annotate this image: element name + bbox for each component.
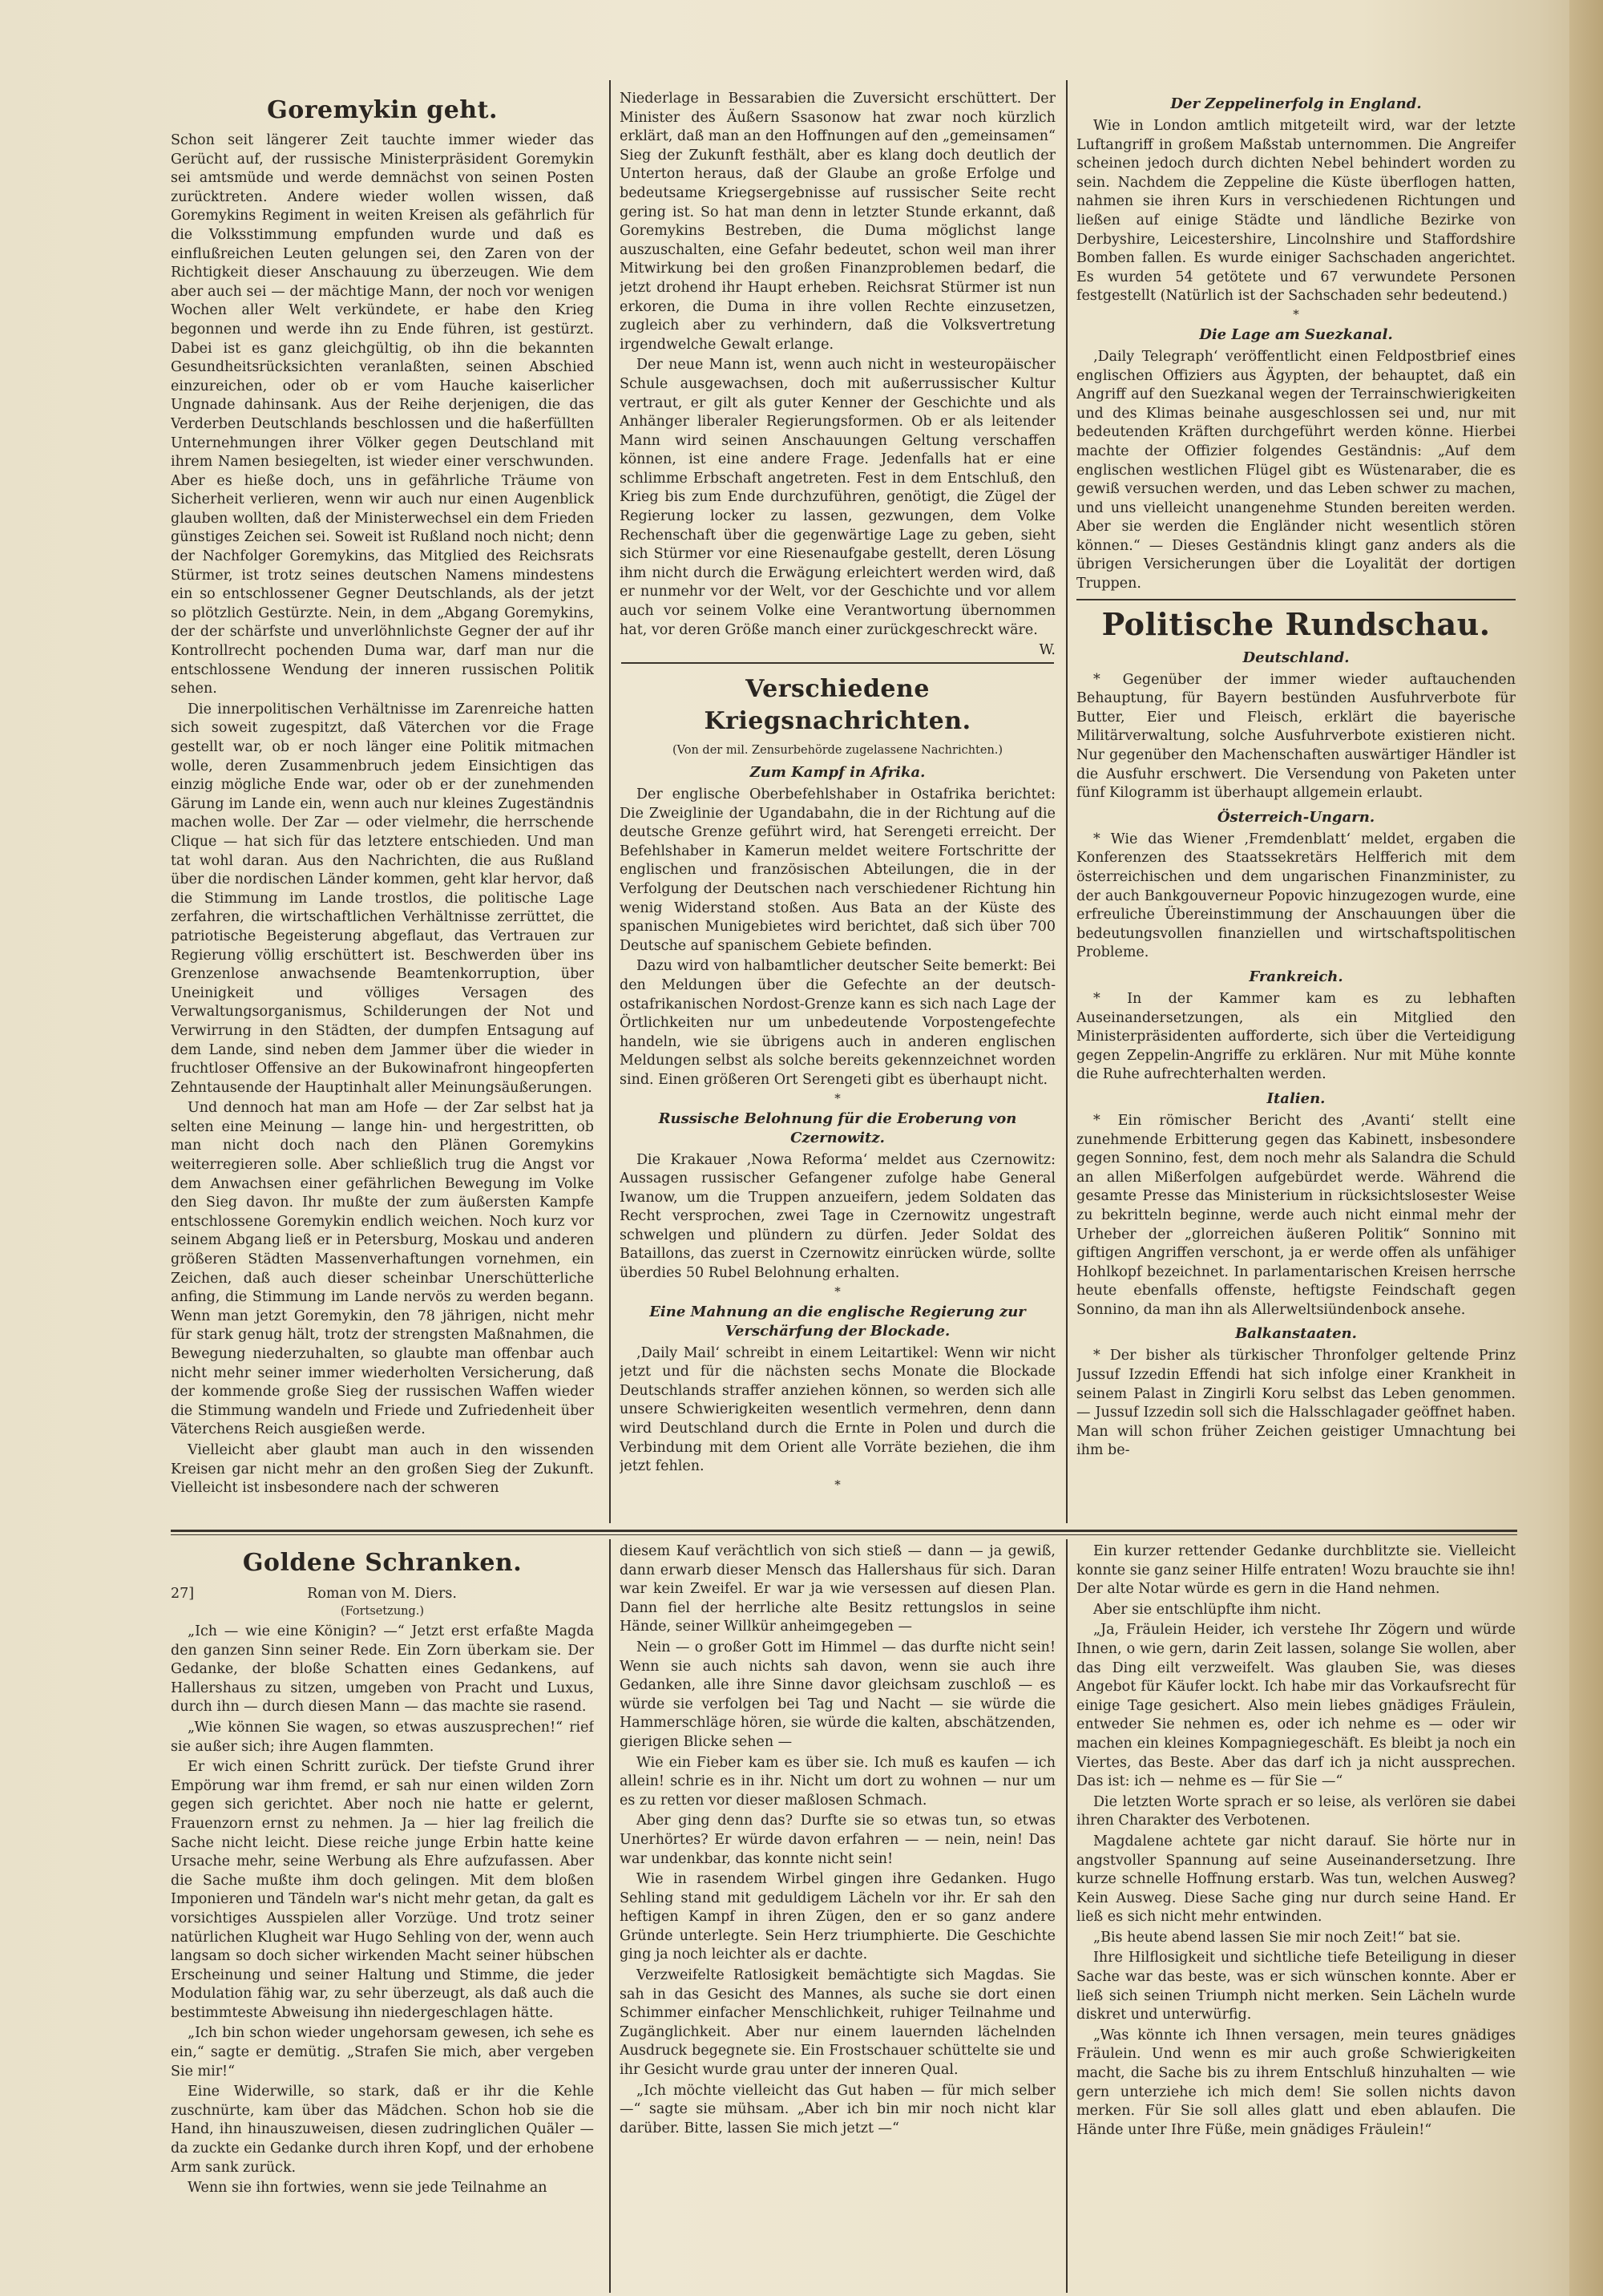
paragraph: Wie in London amtlich mitgeteilt wird, war der letzte Luftangriff in großem Maßstab unternommen. Die Angreifer scheinen jedoch durch dichten Nebel behindert worden zu sein. Nachdem die Zeppeline die Küste überflogen hatten, nahmen sie ihren Kurs in verschiedenen Richtungen und ließen auf einige Städte und ländliche Bezirke von Derbyshire, Leicestershire, Lincolnshire und Staffordshire Bomben fallen. Es wurde einiger Sachschaden angerichtet. Es wurden 54 getötete und 67 verwundete Personen festgestellt (Natürlich ist der Sachschaden sehr bedeutend.) [1076, 118, 1516, 305]
paragraph: Aber ging denn das? Durfte sie so etwas tun, so etwas Unerhörtes? Er würde davon erfahren — — nein, nein! Das war undenkbar, das konnte nicht sein! [620, 1813, 1056, 1867]
section-rule [621, 662, 1054, 664]
column-rule [609, 80, 611, 1523]
country-title: Frankreich. [1249, 968, 1343, 985]
article-title: Goremykin geht. [267, 96, 498, 124]
subsection-title: Russische Belohnung für die Eroberung von Czernowitz. [658, 1110, 1017, 1146]
feuilleton-rule [171, 1534, 1517, 1535]
paragraph: Wenn sie ihn fortwies, wenn sie jede Teilnahme an [188, 2180, 547, 2197]
paragraph: diesem Kauf verächtlich von sich stieß — dann — ja gewiß, dann erwarb dieser Mensch das Hallershaus für sich. Daran war kein Zweifel. Er war ja wie versessen auf diesen Plan. Dann fiel der herrliche alte Besitz rettungslos in seine Hände, seiner Willkür anheimgegeben — [620, 1543, 1056, 1635]
paragraph: „Ja, Fräulein Heider, ich verstehe Ihr Zögern und würde Ihnen, o wie gern, darin Zeit lassen, solange Sie wollen, aber das Ding eilt verzweifelt. Was glauben Sie, was dieses Angebot für Käufer lockt. Ich habe mir das Vorkaufsrecht für einige Tage gesichert. Also mein liebes gnädiges Fräulein, entweder Sie nehmen es, oder ich nehme es — oder wir machen ein kleines Kompagniegeschäft. Es bleibt ja noch ein Viertes, das Beste. Aber das darf ich ja nicht aussprechen. Das ist: ich — nehme es — für Sie —“ [1076, 1622, 1516, 1790]
censor-note: (Von der mil. Zensurbehörde zugelassene Nachrichten.) [672, 744, 1003, 757]
subsection-title: Zum Kampf in Afrika. [749, 764, 926, 781]
article-right-column [1076, 90, 1516, 1523]
serial-column-1 [171, 1542, 594, 2293]
paragraph: Eine Widerwille, so stark, daß er ihr die Kehle zuschnürte, kam über das Mädchen. Schon hob sie die Hand, ihn hinauszuweisen, diesen zudringlichen Quäler — da zuckte ein Gedanke durch ihren Kopf, und der erhobene Arm sank zurück. [171, 2084, 594, 2176]
paragraph: „Ich — wie eine Königin? —“ Jetzt erst erfaßte Magda den ganzen Sinn seiner Rede. Ein Zorn überkam sie. Der Gedanke, der bloße Schatten eines Gedankens, auf Hallershaus zu sitzen, umgeben von Pracht und Luxus, durch ihn — durch diesen Mann — das machte sie rasend. [171, 1623, 594, 1716]
subsection-title: Die Lage am Suezkanal. [1199, 325, 1393, 343]
paragraph: Ein kurzer rettender Gedanke durchblitzte sie. Vielleicht konnte sie ganz seiner Hilfe entraten! Wozu brauchte sie ihn! Der alte Notar würde es gern in die Hand nehmen. [1076, 1543, 1516, 1598]
separator-star: * [834, 1090, 841, 1106]
paragraph: „Wie können Sie wagen, so etwas auszusprechen!“ rief sie außer sich; ihre Augen flammten. [171, 1719, 594, 1755]
serial-title: Goldene Schranken. [242, 1549, 523, 1577]
paragraph: * Wie das Wiener ‚Fremdenblatt‘ meldet, ergaben die Konferenzen des Staatssekretärs Helfferich mit dem österreichischen und dem ungarischen Finanzminister, zu der auch Bankgouverneur Popovic hinzugezogen wurde, eine erfreuliche Übereinstimmung der Anschauungen über die bedeutungsvollen finanziellen und wirtschaftspolitischen Probleme. [1076, 831, 1516, 961]
paragraph: Dazu wird von halbamtlicher deutscher Seite bemerkt: Bei den Meldungen über die Gefechte an der deutsch-ostafrikanischen Nordost-Grenze kann es sich nach Lage der Örtlichkeiten nur um unbedeutende Vorpostengefechte handeln, wie sie übrigens auch in anderen englischen Meldungen selbst als solche bereits gekennzeichnet worden sind. Einen größeren Ort Serengeti gibt es überhaupt nicht. [620, 958, 1056, 1088]
paragraph: ‚Daily Mail‘ schreibt in einem Leitartikel: Wenn wir nicht jetzt und für die nächsten sechs Monate die Blockade Deutschlands straffer anziehen können, so werden sich alle unsere Schwierigkeiten wesentlich vermehren, denn dann wird Deutschland durch die Ernte in Polen und durch die Verbindung mit dem Orient alle Vorräte beziehen, die ihm jetzt fehlen. [620, 1344, 1056, 1475]
serial-continuation: (Fortsetzung.) [340, 1605, 425, 1618]
country-title: Deutschland. [1242, 649, 1350, 666]
paragraph: Ihre Hilflosigkeit und sichtliche tiefe Beteiligung in dieser Sache war das beste, was er sich wünschen konnte. Aber er ließ sich seinen Triumph nicht merken. Sein Lächeln wurde diskret und unterwürfig. [1076, 1950, 1516, 2023]
serial-column-3 [1076, 1542, 1516, 2293]
serial-byline: Roman von M. Diers. [307, 1586, 457, 1602]
country-title: Österreich-Ungarn. [1217, 808, 1375, 826]
subsection-title: Der Zeppelinerfolg in England. [1170, 95, 1422, 112]
paragraph: Nein — o großer Gott im Himmel — das durfte nicht sein! Wenn sie auch nichts sah davon, wenn sie auch ihre Gedanken, alle ihre Sinne davor gleichsam zuschloß — es würde sie verfolgen bei Tag und Nacht — sie würde die Hammerschläge hören, sie würde die kalten, abschätzenden, gierigen Blicke sehen — [620, 1639, 1056, 1750]
paragraph: Der englische Oberbefehlshaber in Ostafrika berichtet: Die Zweiglinie der Ugandabahn, die in der Richtung auf die deutsche Grenze geführt wird, hat Serengeti erreicht. Der Befehlshaber in Kamerun meldet weitere Fortschritte der englischen und französischen Abteilungen, die in der Verfolgung der Deutschen nach verschiedener Richtung hin wenig Widerstand stoßen. Aus Bata an der Küste des spanischen Munigebietes wird berichtet, daß sich über 700 Deutsche auf spanischem Gebiete befinden. [620, 786, 1056, 954]
paragraph: * Gegenüber der immer wieder auftauchenden Behauptung, für Bayern bestünden Ausfuhrverbote für Butter, Eier und Fleisch, erklärt die bayerische Militärverwaltung, solche Ausfuhrverbote existieren nicht. Nur gegenüber den Machenschaften auswärtiger Händler ist die Ausfuhr erschwert. Die Versendung von Paketen unter fünf Kilogramm ist überhaupt allgemein erlaubt. [1076, 671, 1516, 802]
paragraph: Er wich einen Schritt zurück. Der tiefste Grund ihrer Empörung war ihm fremd, er sah nur einen wilden Zorn gegen sich gerichtet. Aber noch nie hatte er gelernt, Frauenzorn ernst zu nehmen. Ja — hier lag freilich die Sache nicht leicht. Diese reiche junge Erbin hatte keine Ursache mehr, seine Werbung als Ehre aufzufassen. Aber die Sache mußte ihm doch gelingen. Mit dem bloßen Imponieren und Tändeln war's nicht mehr getan, da galt es vorsichtiges Ausspielen aller Vorzüge. Und trotz seiner natürlichen Klugheit war Hugo Sehling von der, wenn auch langsam so doch sicher wirkenden Macht seiner hübschen Erscheinung und seiner Haltung und Stimme, die jeder Modulation fähig war, zu sehr überzeugt, als daß auch die bestimmteste Abweisung ihn niedergeschlagen hätte. [171, 1759, 594, 2021]
paragraph: Die Krakauer ‚Nowa Reforma‘ meldet aus Czernowitz: Aussagen russischer Gefangener zufolge habe General Iwanow, um die Truppen anzueifern, jedem Soldaten das Recht versprochen, zwei Tage in Czernowitz ungestraft schwelgen und plündern zu dürfen. Jeder Soldat des Bataillons, das zuerst in Czernowitz einrücken würde, sollte überdies 50 Rubel Belohnung erhalten. [620, 1151, 1056, 1282]
paragraph: Die letzten Worte sprach er so leise, als verlören sie dabei ihren Charakter des Verbotenen. [1076, 1793, 1516, 1829]
paragraph: Magdalene achtete gar nicht darauf. Sie hörte nur in angstvoller Spannung auf seine Auseinandersetzung. Ihre kurze schnelle Hoffnung erstarb. Was tun, welchen Ausweg? Kein Ausweg. Diese Sache ging nur durch seine Hand. Er ließ es sich nicht mehr entwinden. [1076, 1833, 1516, 1926]
article-goremykin [171, 90, 594, 1523]
signature: W. [1039, 642, 1056, 659]
separator-star: * [1293, 306, 1299, 321]
country-title: Balkanstaaten. [1235, 1325, 1357, 1343]
serial-heading-line [171, 1584, 594, 1603]
subsection-title: Eine Mahnung an die englische Regierung zur Verschärfung der Blockade. [649, 1303, 1026, 1340]
paragraph: Der neue Mann ist, wenn auch nicht in westeuropäischer Schule ausgewachsen, doch mit außerrussischer Kultur vertraut, er gilt als guter Kenner der Geschichte und als Anhänger liberaler Regierungsformen. Ob er als leitender Mann wird seinen Anschauungen Geltung verschaffen können, ist eine andere Frage. Jedenfalls hat er eine schlimme Erbschaft angetreten. Fest in dem Entschluß, den Krieg bis zum Ende durchzuführen, genötigt, die Zügel der Regierung locker zu lassen, gezwungen, dem Volke Rechenschaft über die gegenwärtige Lage zu geben, sieht sich Stürmer vor eine Riesenaufgabe gestellt, deren Lösung ihm nicht durch die Erwägung erleichtert werden wird, daß er nunmehr vor der Welt, vor der Geschichte und vor allem auch vor seinem Volke eine Verantwortung übernommen hat, vor deren Größe manch einer zurückgeschreckt wäre. [620, 357, 1056, 638]
paragraph: Die innerpolitischen Verhältnisse im Zarenreiche hatten sich soweit zugespitzt, daß Väterchen vor die Frage gestellt war, ob er noch länger eine Politik mitmachen wolle, deren Zusammenbruch jedem Einsichtigen das einzig mögliche Ende war, oder ob er der zunehmenden Gärung im Lande ein, wenn auch nur kleines Zugeständnis machen wolle. Der Zar — oder vielmehr, die herrschende Clique — hat sich für das letztere entschieden. Und man tat wohl daran. Aus den Nachrichten, die aus Rußland über die nordischen Länder kommen, geht klar hervor, daß die Stimmung im Lande trostlos, die politische Lage zerfahren, die wirtschaftlichen Verhältnisse zerrüttet, die patriotische Begeisterung abgeflaut, das Vertrauen zur Regierung völlig erschüttert ist. Beschwerden über ins Grenzenlose anwachsende Beamtenkorruption, über Uneinigkeit und völliges Versagen des Verwaltungsorganismus, Schilderungen der Not und Verwirrung in den Städten, der dumpfen Entsagung auf dem Lande, sind neben dem Jammer über die wieder in fruchtloser Offensive an der Bukowinafront hingeopferten Zehntausende der Hauptinhalt aller Meinungsäußerungen. [171, 701, 594, 1096]
paragraph: Wie ein Fieber kam es über sie. Ich muß es kaufen — ich allein! schrie es in ihr. Nicht um dort zu wohnen — nur um es zu retten vor dieser maßlosen Schmach. [620, 1754, 1056, 1809]
column-rule [609, 1539, 611, 2293]
paragraph: * In der Kammer kam es zu lebhaften Auseinandersetzungen, als ein Mitglied den Ministerpräsidenten aufforderte, sich über die Verteidigung gegen Zeppelin-Angriffe zu erklären. Nur mit Mühe konnte die Ruhe aufrechterhalten werden. [1076, 990, 1516, 1083]
serial-number: 27] [171, 1586, 195, 1602]
paragraph: Wie in rasendem Wirbel gingen ihre Gedanken. Hugo Sehling stand mit geduldigem Lächeln vor ihr. Er sah den heftigen Kampf in ihren Zügen, den er so ganz andere Gründe unterlegte. Sein Herz triumphierte. Die Geschichte ging ja noch leichter als er dachte. [620, 1871, 1056, 1963]
paragraph: * Ein römischer Bericht des ‚Avanti‘ stellt eine zunehmende Erbitterung gegen das Kabinett, insbesondere gegen Sonnino, fest, dem noch mehr als Salandra die Schuld an allen Mißerfolgen aufgebürdet werde. Während die gesamte Presse das Ministerium in rücksichtslosester Weise zu bekritteln beginne, werde auch nicht einmal mehr der Urheber der „glorreichen äußeren Politik“ Sonnino mit giftigen Angriffen verschont, ja er werde offen als unfähiger Hohlkopf bezeichnet. In parlamentarischen Kreisen herrsche heute ebenfalls offenste, heftigste Feindschaft gegen Sonnino, da man ihn als Allerweltsiündenbock ansehe. [1076, 1112, 1516, 1318]
column-rule [1066, 80, 1068, 1523]
paragraph: Verzweifelte Ratlosigkeit bemächtigte sich Magdas. Sie sah in das Gesicht des Mannes, als suche sie dort einen Schimmer einfacher Menschlichkeit, ruhiger Teilnahme und Zugänglichkeit. Aber nur einem lauernden lächelnden Ausdruck begegnete sie. Ein Frostschauer schüttelte sie und ihr Gesicht wurde grau unter der inneren Qual. [620, 1967, 1056, 2079]
section-rule [1076, 599, 1516, 600]
paragraph: Und dennoch hat man am Hofe — der Zar selbst hat ja selten eine Meinung — lange hin- und hergestritten, ob man nicht doch nach den Plänen Goremykins weiterregieren solle. Aber schließlich trug die Angst vor dem Anwachsen einer gefährlichen Bewegung im Volke den Sieg davon. Ihr mußte der zum äußersten Kampfe entschlossene Goremykin endlich weichen. Noch kurz vor seinem Abgang ließ er in Petersburg, Moskau und anderen größeren Städten Massenverhaftungen vornehmen, ein Zeichen, daß auch dieser scheinbar Unerschütterliche anfing, die Stimmung im Lande nervös zu werden begann. Wenn man jetzt Goremykin, den 78 jährigen, nicht mehr für stark genug hält, trotz der strengsten Maßnahmen, die Bewegung niederzuhalten, so glaubte man offenbar auch nicht mehr seiner immer wiederholten Versicherung, daß der kommende große Sieg der russischen Waffen wieder die Stimmung wandeln und Friede und Zufriedenheit über Väterchens Reich ausgießen werde. [171, 1100, 594, 1438]
article-goremykin-continued [620, 90, 1056, 667]
paragraph: „Ich möchte vielleicht das Gut haben — für mich selber —“ sagte sie mühsam. „Aber ich bin mir noch nicht klar darüber. Bitte, lassen Sie mich jetzt —“ [620, 2082, 1056, 2136]
section-title: Politische Rundschau. [1101, 605, 1491, 642]
paragraph: Niederlage in Bessarabien die Zuversicht erschüttert. Der Minister des Äußern Ssasonow hat zwar noch kürzlich erklärt, daß man an den Hoffnungen auf den „gemeinsamen“ Sieg der Zukunft festhält, aber es klang doch deutlich der Unterton heraus, daß der Glaube an große Erfolge und bedeutsame Kriegsergebnisse auf russischer Seite recht gering ist. So hat man denn in letzter Stunde erkannt, daß Goremykins Bestreben, die Duma möglichst lange auszuschalten, eine Gefahr bedeutet, schon weil man ihrer Mitwirkung bei den großen Finanzproblemen bedarf, die jetzt drohend ihr Haupt erheben. Reichsrat Stürmer ist nun erkoren, die Duma in ihre vollen Rechte einzusetzen, zugleich aber zu verhindern, daß die Volksvertretung irgendwelche Gewalt erlange. [620, 91, 1056, 353]
column-rule [1066, 1539, 1068, 2293]
serial-column-2 [620, 1542, 1056, 2293]
section-title: Verschiedene Kriegsnachrichten. [704, 675, 971, 735]
paragraph: „Was könnte ich Ihnen versagen, mein teures gnädiges Fräulein. Und wenn es mir auch große Schwierigkeiten macht, die Sache bis zu ihrem Entschluß hinzuhalten — wie gern unterziehe ich mich dem! Sie sollen nichts davon merken. Für Sie soll alles glatt und eben ablaufen. Die Hände unter Ihre Füße, mein gnädiges Fräulein!“ [1076, 2027, 1516, 2138]
separator-star: * [834, 1477, 841, 1492]
article-kriegsnachrichten [620, 669, 1056, 1523]
paragraph: Vielleicht aber glaubt man auch in den wissenden Kreisen gar nicht mehr an den großen Sieg der Zukunft. Vielleicht ist insbesondere nach der schweren [171, 1441, 594, 1497]
paragraph: * Der bisher als türkischer Thronfolger geltende Prinz Jussuf Izzedin Effendi hat sich infolge einer Krankheit in seinem Palast in Zingirli Koru selbst das Leben genommen. — Jussuf Izzedin soll sich die Halsschlagader geöffnet haben. Man will schon früher Zeichen geistiger Umnachtung bei ihm be- [1076, 1348, 1516, 1459]
paragraph: ‚Daily Telegraph‘ veröffentlicht einen Feldpostbrief eines englischen Offiziers aus Ägypten, der behauptet, daß ein Angriff auf den Suezkanal wegen der Terrainschwierigkeiten und des Klimas beinahe ausgeschlossen sei und, nur mit bedeutenden Kräften durchgeführt werden könne. Hierbei machte der Offizier folgendes Geständnis: „Auf dem englischen westlichen Flügel gibt es Wüstenaraber, die es gewiß versuchen werden, und das Leben schwer zu machen, und uns vielleicht unangenehme Stunden bereiten werden. Aber sie werden die Engländer nicht wesentlich stören können.“ — Dieses Geständnis klingt ganz anders als die übrigen Versicherungen über die Loyalität der dortigen Truppen. [1076, 348, 1516, 592]
separator-star: * [834, 1283, 841, 1299]
feuilleton-rule [171, 1530, 1517, 1532]
paragraph: „Bis heute abend lassen Sie mir noch Zeit!“ bat sie. [1093, 1929, 1461, 1946]
page-edge [1569, 0, 1603, 2296]
country-title: Italien. [1266, 1089, 1326, 1107]
paragraph: Schon seit längerer Zeit tauchte immer wieder das Gerücht auf, der russische Ministerpräsident Goremykin sei amtsmüde und werde demnächst von seinen Posten zurücktreten. Andere wieder wollen wissen, daß Goremykins Regiment in weiten Kreisen als gefährlich für die Volksstimmung empfunden wurde und daß es einflußreichen Leuten gelungen sei, den Zaren von der Richtigkeit dieser Anschauung zu überzeugen. Wie dem aber auch sei — der mächtige Mann, der noch vor wenigen Wochen aller Welt verkündete, er habe den Krieg begonnen und werde ihn zu Ende führen, ist gestürzt. Dabei ist es ganz gleichgültig, ob ihn die bekannten Gesundheitsrücksichten veranlaßten, seinen Abschied einzureichen, oder ob er vom Hauche kaiserlicher Ungnade dahinsank. Aus der Reihe derjenigen, die das Verderben Deutschlands beschlossen und die haßerfüllten Unternehmungen ihrer Völker gegen Deutschland mit ihrem Namen besiegelten, ist wieder einer verschwunden. Aber es hieße doch, uns in gefährliche Träume von Sicherheit verlieren, wenn wir auch nur einen Augenblick glauben wollten, daß der Ministerwechsel ein dem Frieden günstiges Zeichen sei. Soweit ist Rußland noch nicht; denn der Nachfolger Goremykins, das Mitglied des Reichsrats Stürmer, ist trotz seines deutschen Namens mindestens ein so entschlossener Gegner Deutschlands, als der jetzt so plötzlich Gestürzte. Nein, in dem „Abgang Goremykins, der der schärfste und unverlöhnlichste Gegner der auf ihr Kontrollrecht pochenden Duma war, darf man nur die entschlossene Wendung der inneren russischen Politik sehen. [171, 132, 594, 697]
paragraph: „Ich bin schon wieder ungehorsam gewesen, ich sehe es ein,“ sagte er demütig. „Strafen Sie mich, aber vergeben Sie mir!“ [171, 2025, 594, 2080]
paragraph: Aber sie entschlüpfte ihm nicht. [1093, 1601, 1322, 1618]
